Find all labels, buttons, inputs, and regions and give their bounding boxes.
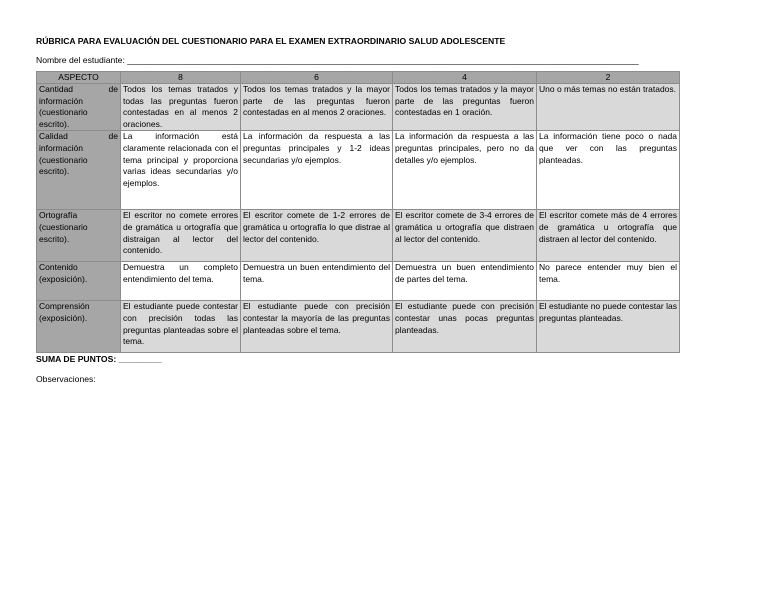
cell-score-2: El estudiante no puede contestar las preguntas planteadas.	[537, 301, 680, 353]
cell-score-2: Uno o más temas no están tratados.	[537, 84, 680, 131]
header-score-4: 4	[393, 72, 537, 84]
cell-score-4: Demuestra un buen entendimiento de partes del tema.	[393, 262, 537, 301]
cell-score-8: El escritor no comete errores de gramática u ortografía que distraigan al lector del contenido.	[121, 210, 241, 262]
row-aspect: Contenido (exposición).	[37, 262, 121, 301]
row-aspect: Calidad de información (cuestionario escrito).	[37, 131, 121, 210]
cell-score-4: El escritor comete de 3-4 errores de gramática u ortografía que distraen al lector del contenido.	[393, 210, 537, 262]
student-name-line: Nombre del estudiante: ___________________________________________________________________________________________________________	[36, 55, 639, 65]
cell-score-6: El estudiante puede con precisión contestar la mayoría de las preguntas planteadas sobre el tema.	[241, 301, 393, 353]
cell-score-6: El escritor comete de 1-2 errores de gramática u ortografía lo que distrae al lector del contenido.	[241, 210, 393, 262]
cell-score-4: Todos los temas tratados y la mayor parte de las preguntas fueron contestadas en 1 oración.	[393, 84, 537, 131]
header-row	[37, 72, 680, 84]
header-aspect: ASPECTO	[37, 72, 121, 84]
row-aspect: Ortografía (cuestionario escrito).	[37, 210, 121, 262]
cell-score-6: Todos los temas tratados y la mayor parte de las preguntas fueron contestadas en al menos 2 oraciones.	[241, 84, 393, 131]
header-score-6: 6	[241, 72, 393, 84]
rubric-table	[36, 71, 680, 353]
table-row	[37, 131, 680, 210]
table-row	[37, 84, 680, 131]
cell-score-8: Todos los temas tratados y todas las preguntas fueron contestadas en al menos 2 oraciones.	[121, 84, 241, 131]
cell-score-2: La información tiene poco o nada que ver con las preguntas planteadas.	[537, 131, 680, 210]
observations-label: Observaciones:	[36, 374, 96, 385]
cell-score-4: La información da respuesta a las preguntas principales, pero no da detalles y/o ejemplos.	[393, 131, 537, 210]
cell-score-4: El estudiante puede con precisión contestar unas pocas preguntas planteadas.	[393, 301, 537, 353]
cell-score-2: El escritor comete más de 4 errores de gramática u ortografía que distraen al lector del contenido.	[537, 210, 680, 262]
cell-score-8: Demuestra un completo entendimiento del tema.	[121, 262, 241, 301]
document-page	[36, 36, 680, 384]
cell-score-2: No parece entender muy bien el tema.	[537, 262, 680, 301]
document-title: RÚBRICA PARA EVALUACIÓN DEL CUESTIONARIO PARA EL EXAMEN EXTRAORDINARIO SALUD ADOLESCENTE	[36, 36, 506, 46]
points-total-line: SUMA DE PUNTOS: _________	[36, 354, 162, 365]
header-score-8: 8	[121, 72, 241, 84]
table-row	[37, 301, 680, 353]
row-aspect: Cantidad de información (cuestionario escrito).	[37, 84, 121, 131]
table-row	[37, 210, 680, 262]
cell-score-6: Demuestra un buen entendimiento del tema.	[241, 262, 393, 301]
cell-score-8: El estudiante puede contestar con precisión todas las preguntas planteadas sobre el tema.	[121, 301, 241, 353]
cell-score-8: La información está claramente relacionada con el tema principal y proporciona varias ideas secundarias y/o ejemplos.	[121, 131, 241, 210]
row-aspect: Comprensión (exposición).	[37, 301, 121, 353]
header-score-2: 2	[537, 72, 680, 84]
cell-score-6: La información da respuesta a las preguntas principales y 1-2 ideas secundarias y/o ejemplos.	[241, 131, 393, 210]
table-row	[37, 262, 680, 301]
